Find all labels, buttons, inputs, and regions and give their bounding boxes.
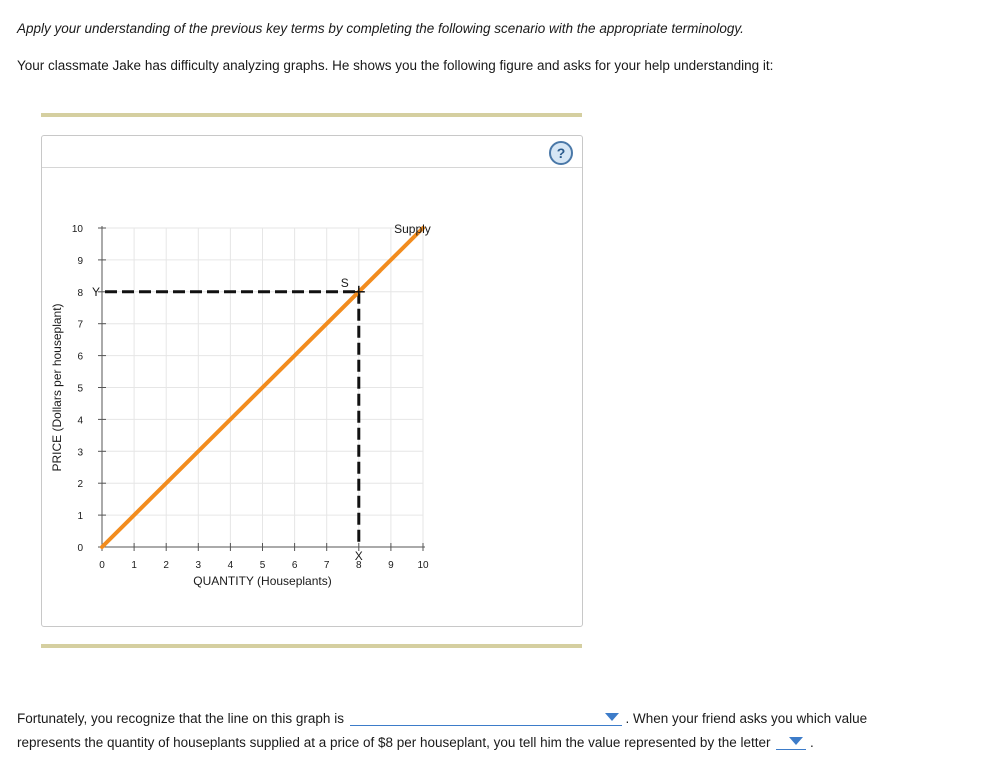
letter-dropdown[interactable] xyxy=(776,733,806,750)
line-type-dropdown[interactable] xyxy=(350,709,622,726)
instruction-text: Apply your understanding of the previous key terms by completing the following scenario with the appropriate terminology. xyxy=(17,21,744,36)
x-tick-label: 5 xyxy=(259,560,266,571)
y-axis-title: PRICE (Dollars per houseplant) xyxy=(50,303,64,472)
question-part-2: . When your friend asks you which value xyxy=(625,711,868,726)
y-marker-label: Y xyxy=(92,284,101,299)
x-tick-label: 7 xyxy=(323,560,330,571)
y-tick-label: 8 xyxy=(77,287,83,299)
x-tick-label: 9 xyxy=(388,560,394,571)
y-tick-label: 4 xyxy=(77,415,83,427)
y-tick-label: 9 xyxy=(77,255,83,267)
chevron-down-icon xyxy=(605,713,619,721)
y-tick-label: 1 xyxy=(77,511,83,523)
y-tick-label: 6 xyxy=(77,351,83,363)
supply-chart xyxy=(42,136,582,626)
question-part-3: represents the quantity of houseplants supplied at a price of $8 per houseplant, you tell him the value represented by the letter xyxy=(17,735,771,750)
y-tick-label: 10 xyxy=(71,224,83,235)
x-axis-title: QUANTITY (Houseplants) xyxy=(193,574,332,588)
x-tick-label: 4 xyxy=(227,560,234,571)
y-tick-label: 3 xyxy=(77,447,83,459)
x-tick-label: 3 xyxy=(195,560,202,571)
question-line-2 xyxy=(17,733,814,750)
question-part-1: Fortunately, you recognize that the line on this graph is xyxy=(17,711,344,726)
x-tick-label: 1 xyxy=(131,560,137,571)
help-button[interactable]: ? xyxy=(549,141,573,165)
question-line-1 xyxy=(17,709,867,726)
point-label-s: S xyxy=(340,275,349,290)
y-tick-label: 2 xyxy=(77,479,83,491)
y-tick-label: 7 xyxy=(77,319,83,331)
y-tick-label: 0 xyxy=(77,543,83,554)
x-tick-label: 8 xyxy=(356,560,362,571)
intro-text: Your classmate Jake has difficulty analyzing graphs. He shows you the following figure and asks for your help understanding it: xyxy=(17,58,774,73)
y-tick-label: 5 xyxy=(77,383,83,395)
x-tick-label: 10 xyxy=(417,560,429,571)
x-tick-label: 0 xyxy=(99,560,105,571)
x-tick-label: 2 xyxy=(163,560,169,571)
top-divider xyxy=(41,113,582,117)
x-tick-label: 6 xyxy=(291,560,298,571)
x-marker-label: X xyxy=(354,549,363,563)
bottom-divider xyxy=(41,644,582,648)
graph-panel xyxy=(41,135,583,627)
series-label-supply: Supply xyxy=(394,222,431,236)
chevron-down-icon xyxy=(789,737,803,745)
question-part-4: . xyxy=(810,735,814,750)
